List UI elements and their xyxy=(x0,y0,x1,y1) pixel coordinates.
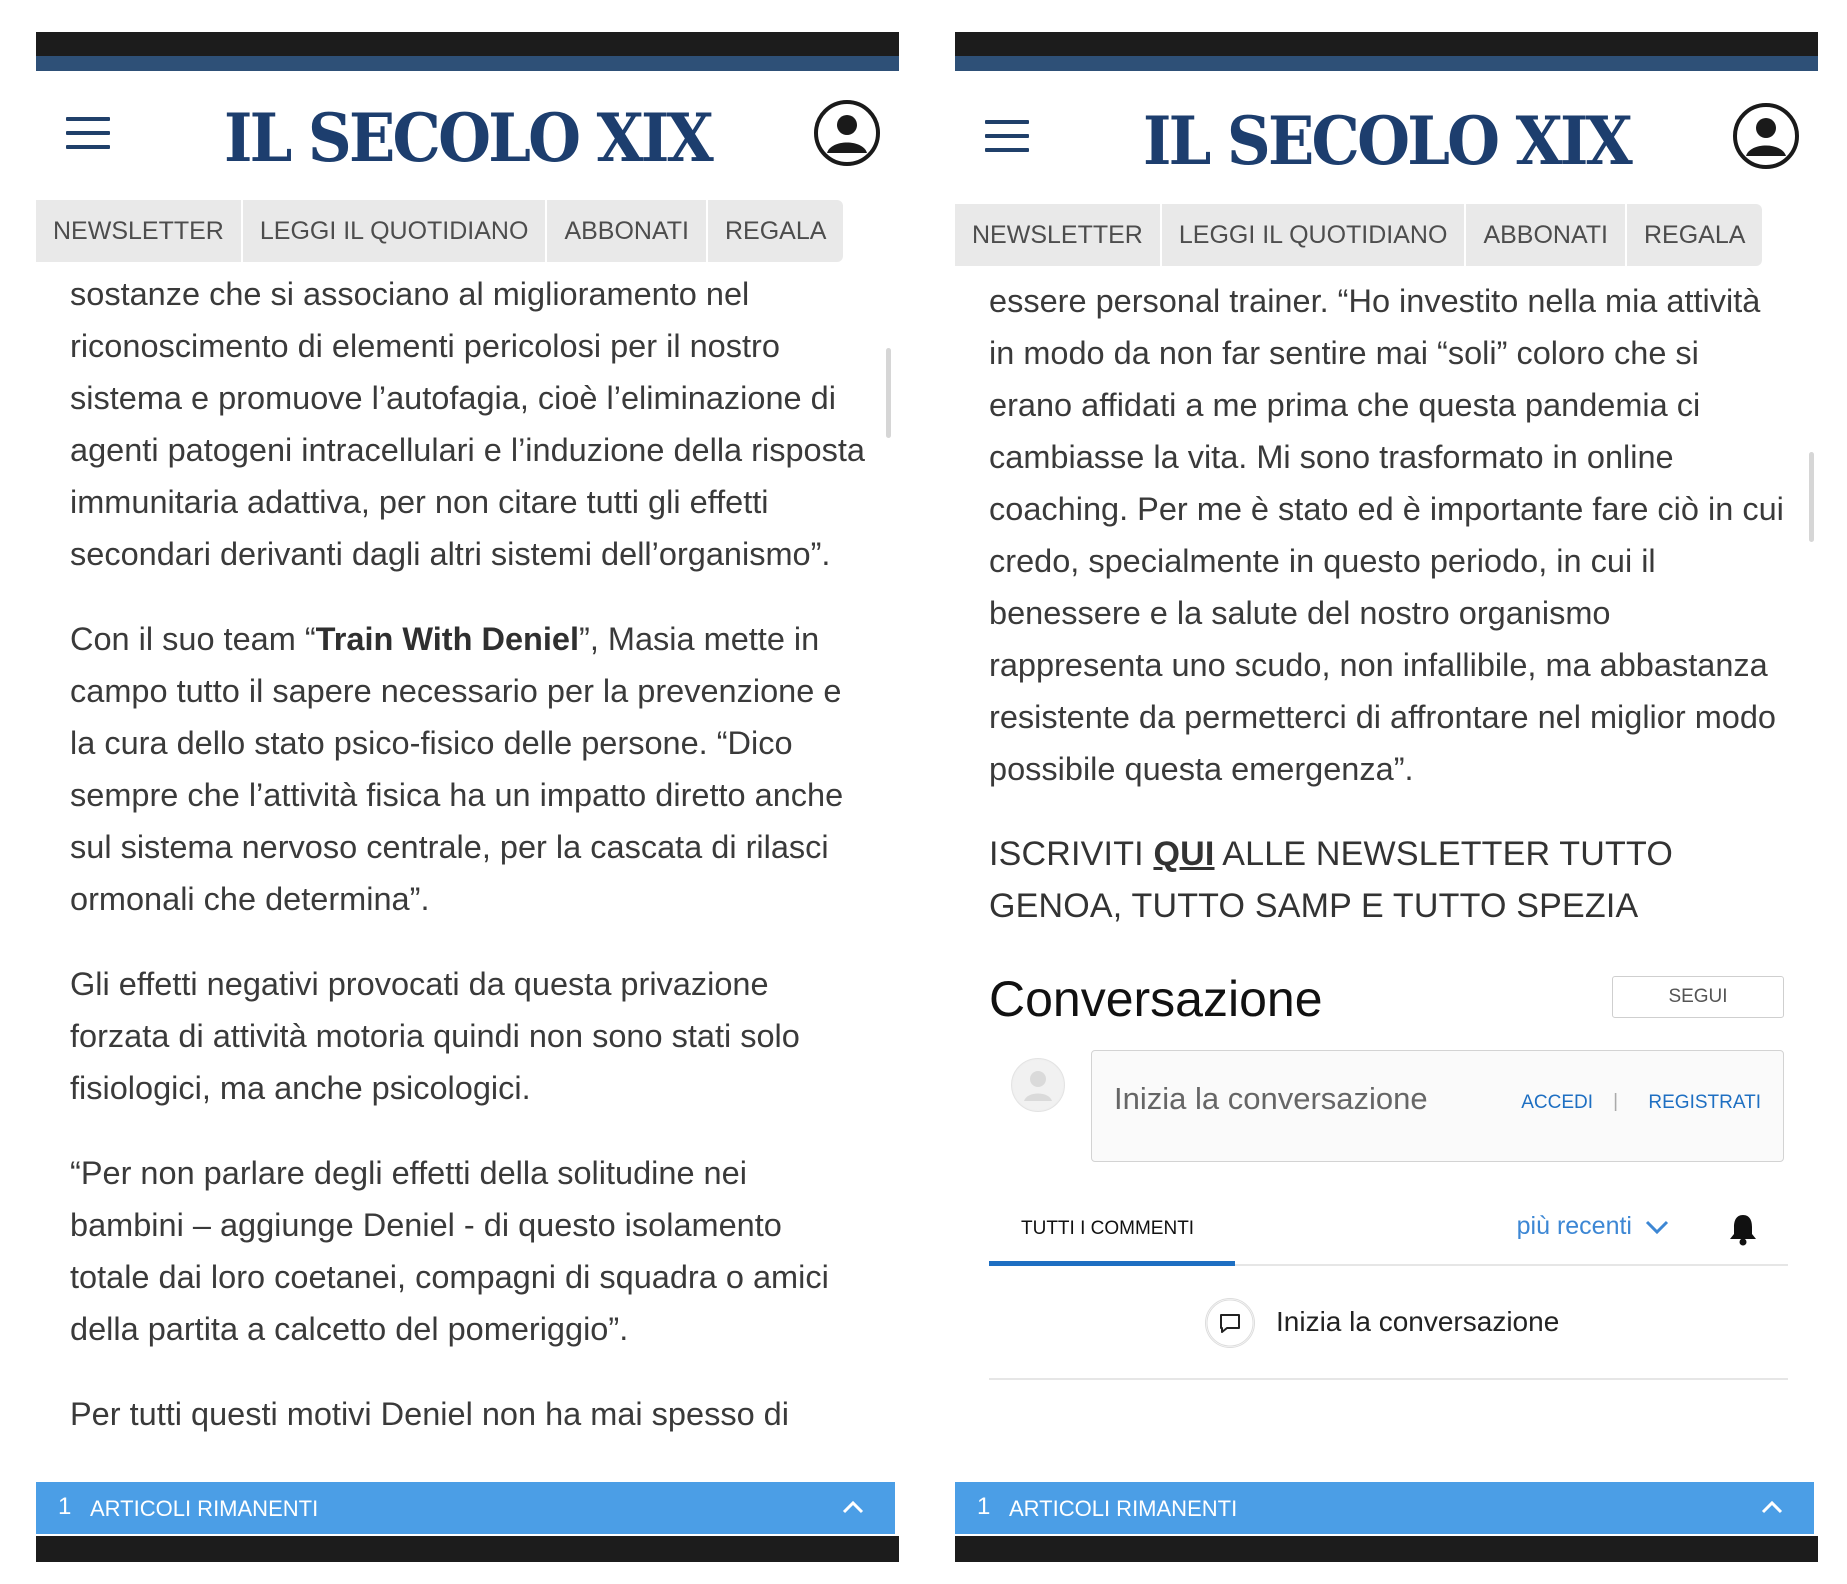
scrollbar[interactable] xyxy=(1809,452,1814,542)
sort-dropdown[interactable] xyxy=(1517,1212,1670,1241)
comment-composer xyxy=(989,1050,1788,1170)
left-screen xyxy=(36,32,899,1562)
nav-abbonati[interactable]: ABBONATI xyxy=(547,200,708,262)
nav-newsletter[interactable]: NEWSLETTER xyxy=(36,200,243,262)
nav-newsletter[interactable]: NEWSLETTER xyxy=(955,204,1162,266)
register-link[interactable]: REGISTRATI xyxy=(1648,1092,1761,1113)
tab-all-comments[interactable]: TUTTI I COMMENTI xyxy=(1021,1218,1195,1239)
right-screen xyxy=(955,32,1818,1562)
conversation-title: Conversazione xyxy=(989,971,1323,1027)
start-conversation-label[interactable]: Inizia la conversazione xyxy=(1276,1306,1560,1337)
avatar-placeholder-icon xyxy=(1011,1058,1065,1112)
browser-toolbar xyxy=(36,1536,899,1562)
nav-leggi-quotidiano[interactable]: LEGGI IL QUOTIDIANO xyxy=(1162,204,1467,266)
user-account-icon[interactable] xyxy=(1732,102,1800,170)
sort-label: più recenti xyxy=(1516,1212,1632,1240)
remaining-label: ARTICOLI RIMANENTI xyxy=(90,1496,319,1521)
brand-stripe xyxy=(955,56,1818,71)
comment-input-box[interactable] xyxy=(1091,1050,1784,1162)
brand-stripe xyxy=(36,56,899,71)
chevron-up-icon[interactable] xyxy=(841,1498,865,1516)
status-bar xyxy=(955,32,1818,56)
article-body xyxy=(70,268,869,1473)
site-logo[interactable]: IL SECOLO XIX xyxy=(223,99,712,177)
article-paragraph: sostanze che si associano al miglioramento nel riconoscimento di elementi pericolosi per il nostro sistema e promuove l’autofagia, cioè l’eliminazione di agenti patogeni intracellulari e l’induzione della risposta immunitaria adattiva, per non citare tutti gli effetti secondari derivanti dagli altri sistemi dell’organismo”. xyxy=(70,276,865,572)
comment-placeholder[interactable]: Inizia la conversazione xyxy=(1114,1081,1428,1116)
nav-regala[interactable]: REGALA xyxy=(725,217,827,245)
remaining-articles-banner[interactable] xyxy=(955,1482,1814,1534)
nav-abbonati[interactable]: ABBONATI xyxy=(1466,204,1627,266)
remaining-label: ARTICOLI RIMANENTI xyxy=(1009,1496,1238,1521)
conversation-header xyxy=(989,970,1788,1040)
follow-button[interactable]: SEGUI xyxy=(1612,976,1784,1018)
article-body xyxy=(989,275,1788,1380)
nav-leggi-quotidiano[interactable]: LEGGI IL QUOTIDIANO xyxy=(243,200,548,262)
start-conversation-row[interactable] xyxy=(989,1266,1788,1380)
remaining-articles-banner[interactable] xyxy=(36,1482,895,1534)
article-paragraph: “Per non parlare degli effetti della solitudine nei bambini – aggiunge Deniel - di questo isolamento totale dai loro coetanei, compagni di squadra o amici della partita a calcetto del pomeriggio”. xyxy=(70,1155,829,1347)
top-nav xyxy=(36,200,843,262)
newsletter-link[interactable]: QUI xyxy=(1153,835,1215,873)
remaining-count: 1 xyxy=(58,1493,72,1520)
user-account-icon[interactable] xyxy=(813,99,881,167)
site-logo[interactable]: IL SECOLO XIX xyxy=(1142,102,1631,180)
chat-bubble-icon xyxy=(1205,1298,1255,1348)
scrollbar[interactable] xyxy=(886,348,891,438)
article-paragraph: Per tutti questi motivi Deniel non ha mai spesso di xyxy=(70,1396,789,1432)
nav-regala[interactable]: REGALA xyxy=(1644,221,1746,249)
newsletter-cta: ISCRIVITI QUI ALLE NEWSLETTER TUTTO GENOA, TUTTO SAMP E TUTTO SPEZIA xyxy=(989,835,1673,925)
site-header xyxy=(36,71,899,191)
chevron-down-icon xyxy=(1644,1218,1670,1236)
link-separator: | xyxy=(1613,1091,1618,1112)
team-name: Train With Deniel xyxy=(315,621,580,657)
bell-icon[interactable] xyxy=(1728,1212,1758,1246)
chevron-up-icon[interactable] xyxy=(1760,1498,1784,1516)
login-link[interactable]: ACCEDI xyxy=(1521,1092,1593,1113)
article-paragraph: Gli effetti negativi provocati da questa privazione forzata di attività motoria quindi non sono stati solo fisiologici, ma anche psicologici. xyxy=(70,966,800,1106)
article-paragraph: essere personal trainer. “Ho investito nella mia attività in modo da non far sentire mai “soli” coloro che si erano affidati a me prima che questa pandemia ci cambiasse la vita. Mi sono trasformato in online coaching. Per me è stato ed è importante fare ciò in cui credo, specialmente in questo periodo, in cui il benessere e la salute del nostro organismo rappresenta uno scudo, non infallibile, ma abbastanza resistente da permetterci di affrontare nel miglior modo possibile questa emergenza”. xyxy=(989,283,1784,787)
article-paragraph: Con il suo team “Train With Deniel”, Masia mette in campo tutto il sapere necessario per la prevenzione e la cura dello stato psico-fisico delle persone. “Dico sempre che l’attività fisica ha un impatto diretto anche sul sistema nervoso centrale, per la cascata di rilasci ormonali che determina”. xyxy=(70,621,844,917)
status-bar xyxy=(36,32,899,56)
comments-tabs xyxy=(989,1194,1788,1266)
remaining-count: 1 xyxy=(977,1493,991,1520)
site-header xyxy=(955,74,1818,194)
browser-toolbar xyxy=(955,1536,1818,1562)
top-nav xyxy=(955,204,1762,266)
